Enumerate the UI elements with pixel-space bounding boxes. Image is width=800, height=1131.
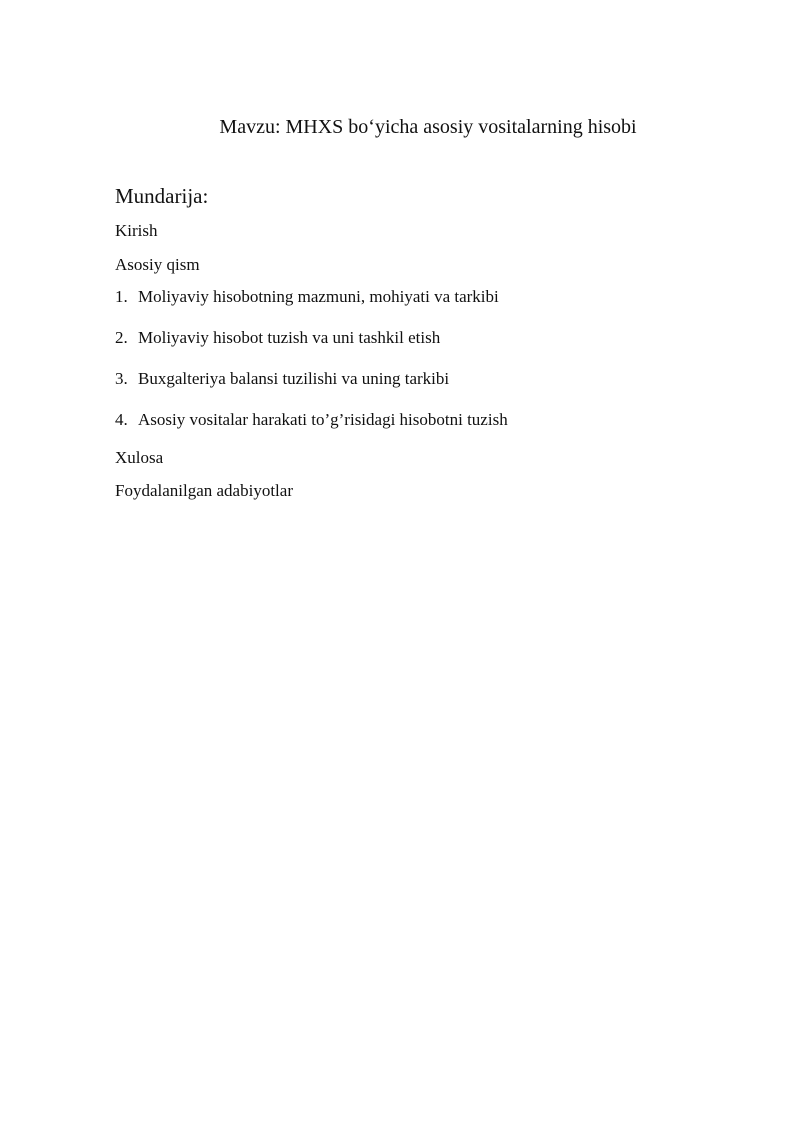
chapter-label: Asosiy vositalar harakati to’g’risidagi hisobotni tuzish xyxy=(138,410,508,429)
chapter-label: Moliyaviy hisobot tuzish va uni tashkil etish xyxy=(138,328,441,347)
toc-entry-intro: Kirish xyxy=(115,221,158,240)
document-title: Mavzu: MHXS bo‘yicha asosiy vositalarning hisobi xyxy=(219,116,637,138)
toc-heading: Mundarija: xyxy=(115,184,209,208)
toc-entry-chapter-1 xyxy=(115,286,499,308)
chapter-label: Moliyaviy hisobotning mazmuni, mohiyati va tarkibi xyxy=(138,287,499,306)
toc-entry-conclusion: Xulosa xyxy=(115,448,164,467)
toc-entry-chapter-4 xyxy=(115,409,508,431)
chapter-number: 3. xyxy=(115,369,128,388)
chapter-number: 2. xyxy=(115,328,128,347)
chapter-label: Buxgalteriya balansi tuzilishi va uning tarkibi xyxy=(138,369,450,388)
chapter-number: 1. xyxy=(115,287,128,306)
toc-entry-references: Foydalanilgan adabiyotlar xyxy=(115,481,293,500)
toc-entry-main-part: Asosiy qism xyxy=(115,255,200,274)
chapter-number: 4. xyxy=(115,410,128,429)
toc-entry-chapter-2 xyxy=(115,327,440,349)
toc-entry-chapter-3 xyxy=(115,368,449,390)
